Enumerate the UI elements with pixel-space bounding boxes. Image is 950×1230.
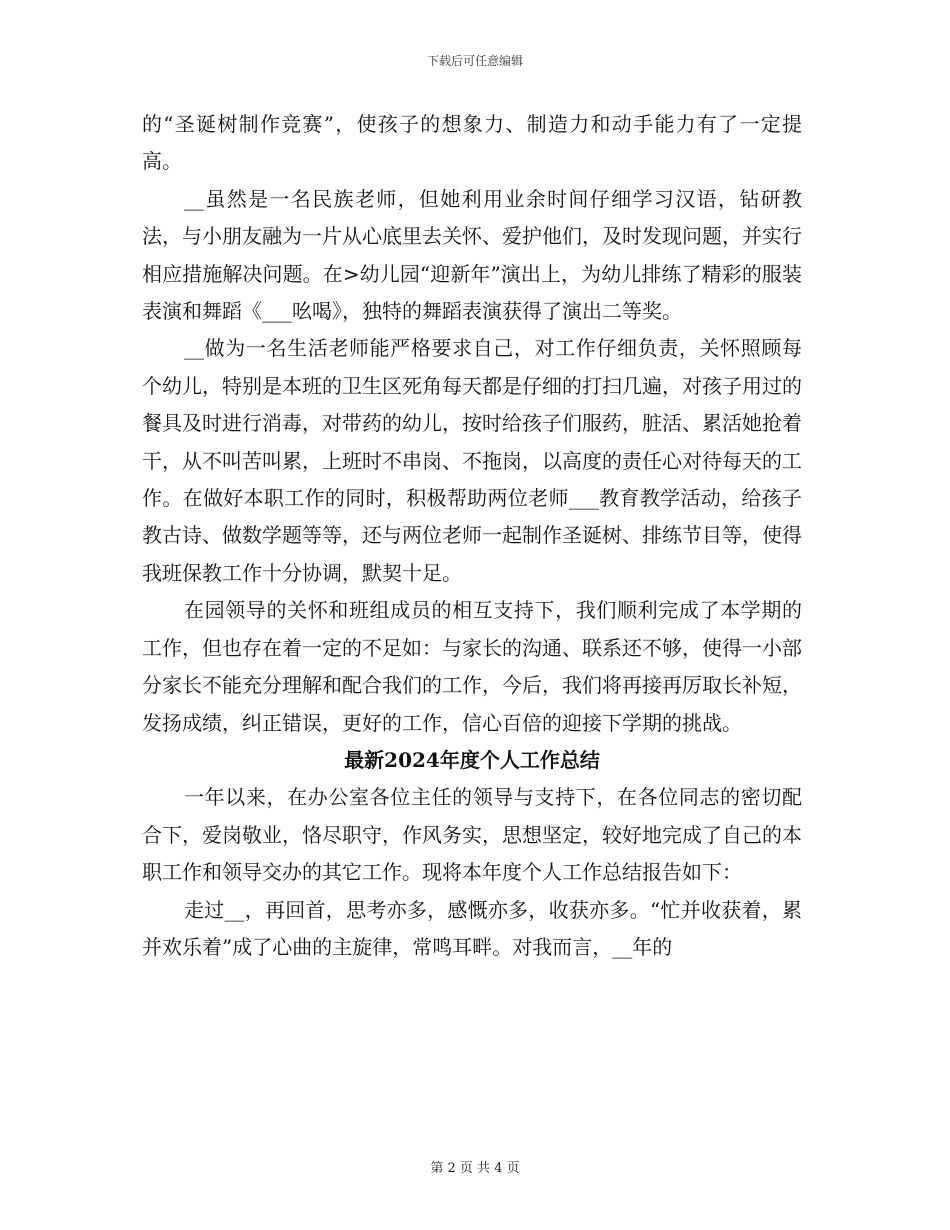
page-number: 第 2 页 共 4 页 — [430, 1161, 520, 1176]
section-title: 最新2024年度个人工作总结 — [344, 747, 600, 772]
paragraph-1: 的“圣诞树制作竞赛”，使孩子的想象力、制造力和动手能力有了一定提高。 — [142, 112, 802, 174]
page-header: 下载后可任意编辑 — [426, 54, 523, 68]
paragraph-2: __虽然是一名民族老师，但她利用业余时间仔细学习汉语，钻研教法，与小朋友融为一片从心底里去关怀、爱护他们，及时发现问题，并实行相应措施解决问题。在>幼儿园“迎新年”演出上，为幼儿排练了精彩的服装表演和舞蹈《___吆喝》，独特的舞蹈表演获得了演出二等奖。 — [142, 186, 802, 324]
section-paragraph-1: 一年以来，在办公室各位主任的领导与支持下，在各位同志的密切配合下，爱岗敬业，恪尽职守，作风务实，思想坚定，较好地完成了自己的本职工作和领导交办的其它工作。现将本年度个人工作总结报告如下： — [142, 785, 802, 885]
section-paragraph-2: 走过__，再回首，思考亦多，感慨亦多，收获亦多。“忙并收获着，累并欢乐着”成了心曲的主旋律，常鸣耳畔。对我而言，__年的 — [142, 897, 802, 959]
document-body — [142, 106, 802, 966]
paragraph-3: __做为一名生活老师能严格要求自己，对工作仔细负责，关怀照顾每个幼儿，特别是本班的卫生区死角每天都是仔细的打扫几遍，对孩子用过的餐具及时进行消毒，对带药的幼儿，按时给孩子们服药，脏活、累活她抢着干，从不叫苦叫累，上班时不串岗、不拖岗，以高度的责任心对待每天的工作。在做好本职工作的同时，积极帮助两位老师___教育教学活动，给孩子教古诗、做数学题等等，还与两位老师一起制作圣诞树、排练节目等，使得我班保教工作十分协调，默契十足。 — [142, 336, 802, 585]
paragraph-4: 在园领导的关怀和班组成员的相互支持下，我们顺利完成了本学期的工作，但也存在着一定的不足如：与家长的沟通、联系还不够，使得一小部分家长不能充分理解和配合我们的工作，今后，我们将再接再厉取长补短，发扬成绩，纠正错误，更好的工作，信心百倍的迎接下学期的挑战。 — [142, 598, 802, 735]
